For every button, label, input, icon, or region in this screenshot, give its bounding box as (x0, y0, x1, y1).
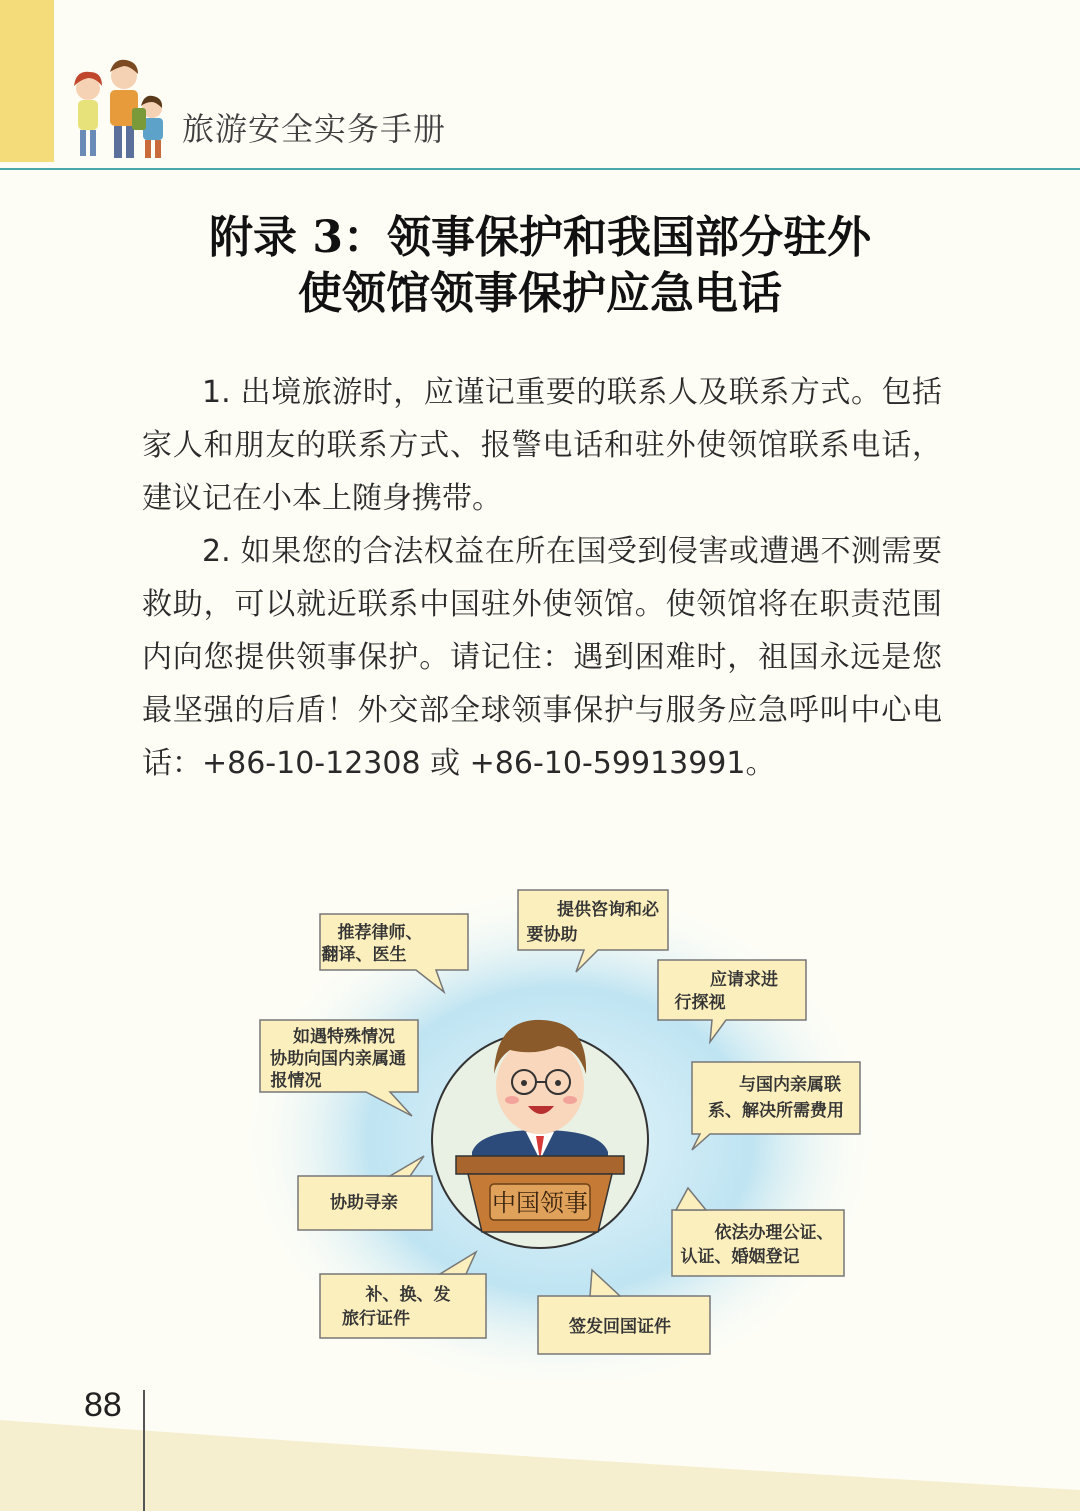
svg-text:协助向国内亲属通: 协助向国内亲属通 (270, 1049, 406, 1069)
svg-text:与国内亲属联: 与国内亲属联 (739, 1075, 841, 1095)
svg-text:协助寻亲: 协助寻亲 (330, 1193, 398, 1213)
svg-text:签发回国证件: 签发回国证件 (569, 1317, 671, 1337)
body-text (142, 366, 942, 790)
svg-text:补、换、发: 补、换、发 (365, 1285, 451, 1305)
family-travelers-icon (66, 56, 176, 162)
svg-text:旅行证件: 旅行证件 (342, 1309, 410, 1329)
header-color-tab (0, 0, 54, 162)
svg-text:认证、婚姻登记: 认证、婚姻登记 (680, 1247, 800, 1267)
bottom-page-curve (0, 1380, 1080, 1511)
header-divider (0, 168, 1080, 170)
svg-text:要协助: 要协助 (526, 925, 578, 945)
svg-text:行探视: 行探视 (674, 993, 726, 1013)
podium-label: 中国领事 (492, 1189, 588, 1217)
page-number: 88 (84, 1386, 122, 1424)
svg-text:如遇特殊情况: 如遇特殊情况 (293, 1027, 395, 1047)
svg-text:翻译、医生: 翻译、医生 (321, 945, 407, 965)
book-title: 旅游安全实务手册 (182, 110, 447, 148)
page-number-divider (143, 1390, 145, 1511)
paragraph: 2. 如果您的合法权益在所在国受到侵害或遭遇不测需要救助，可以就近联系中国驻外使领馆。使领馆将在职责范围内向您提供领事保护。请记住：遇到困难时，祖国永远是您最坚强的后盾！外交部全球领事保护与服务应急呼叫中心电话：+86-10-12308 或 +86-10-59913991。 (142, 534, 942, 781)
svg-text:提供咨询和必: 提供咨询和必 (557, 900, 659, 920)
podium (456, 1156, 624, 1232)
svg-text:报情况: 报情况 (270, 1071, 322, 1091)
paragraph: 1. 出境旅游时，应谨记重要的联系人及联系方式。包括家人和朋友的联系方式、报警电话和驻外使领馆联系电话，建议记在小本上随身携带。 (142, 375, 942, 516)
page-title-line1: 附录 3：领事保护和我国部分驻外 (209, 212, 871, 263)
svg-text:系、解决所需费用: 系、解决所需费用 (708, 1101, 844, 1121)
consular-protection-illustration (240, 860, 880, 1380)
svg-text:推荐律师、: 推荐律师、 (337, 923, 423, 943)
svg-text:依法办理公证、: 依法办理公证、 (714, 1223, 834, 1243)
svg-text:应请求进: 应请求进 (710, 970, 778, 990)
page-title (0, 210, 1080, 322)
page-title-line2: 使领馆领事保护应急电话 (298, 268, 782, 319)
